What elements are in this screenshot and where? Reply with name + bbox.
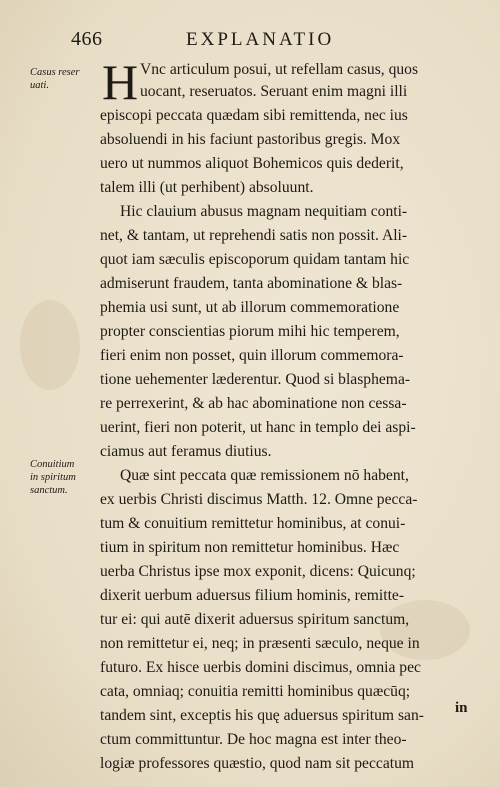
catchword: in xyxy=(455,700,468,716)
text-line: admiserunt fraudem, tanta abominatione & blas- xyxy=(100,275,403,292)
text-line: episcopi peccata quædam sibi remittenda, nec ius xyxy=(100,107,408,124)
text-line: dixerit uerbum aduersus filium hominis, remitte- xyxy=(100,587,405,604)
page-header xyxy=(0,28,500,56)
margin-note-line: in spiritum xyxy=(30,472,76,483)
margin-note-line: Conuitium xyxy=(30,459,75,470)
margin-note-line: Casus reser xyxy=(30,67,80,78)
text-line: quot iam sæculis episcoporum quidam tantam hic xyxy=(100,251,410,268)
text-line: logiæ professores quæstio, quod nam sit peccatum xyxy=(100,755,414,772)
text-line: Hic clauium abusus magnam nequitiam conti- xyxy=(120,203,408,220)
text-line: fieri enim non posset, quin illorum commemora- xyxy=(100,347,404,364)
text-line: ctum committuntur. De hoc magna est inter theo- xyxy=(100,731,407,748)
text-line: uero ut nummos aliquot Bohemicos quis dederit, xyxy=(100,155,404,172)
text-line: phemia usi sunt, ut ab illorum commemoratione xyxy=(100,299,400,316)
text-line: talem illi (ut perhibent) absoluunt. xyxy=(100,179,314,196)
running-head: EXPLANATIO xyxy=(186,29,335,50)
text-line: tium in spiritum non remittetur hominibus. Hæc xyxy=(100,539,400,556)
margin-note-conuitium xyxy=(30,458,100,497)
margin-note-casus xyxy=(30,66,100,92)
text-line: Quæ sint peccata quæ remissionem nō habent, xyxy=(120,467,409,484)
paper-stain xyxy=(20,300,80,390)
margin-note-line: uati. xyxy=(30,80,49,91)
text-line: non remittetur ei, neq; in præsenti sæculo, neque in xyxy=(100,635,420,652)
text-line: Vnc articulum posui, ut refellam casus, quos xyxy=(140,61,419,78)
text-line: tum & conuitium remittetur hominibus, at conui- xyxy=(100,515,406,532)
text-line: net, & tantam, ut reprehendi satis non possit. Ali- xyxy=(100,227,408,244)
text-line: absoluendi in his faciunt pastoribus gregis. Mox xyxy=(100,131,401,148)
text-line: tione uehementer læderentur. Quod si blasphema- xyxy=(100,371,411,388)
text-line: ex uerbis Christi discimus Matth. 12. Omne pecca- xyxy=(100,491,418,508)
text-line: tur ei: qui autē dixerit aduersus spiritum sanctum, xyxy=(100,611,410,628)
text-line: uocant, reseruatos. Seruant enim magni illi xyxy=(140,83,408,100)
text-line: uerba Christus ipse mox exponit, dicens: Quicunq; xyxy=(100,563,416,580)
margin-note-line: sanctum. xyxy=(30,485,68,496)
text-line: cata, omniaq; conuitia remitti hominibus quæcūq; xyxy=(100,683,411,700)
text-line: re perrexerint, & ab hac abominatione non cessa- xyxy=(100,395,407,412)
page-number: 466 xyxy=(71,28,103,50)
text-line: propter conscientias piorum mihi hic temperem, xyxy=(100,323,400,340)
text-line: uerint, fieri non poterit, ut hanc in templo dei aspi- xyxy=(100,419,416,436)
text-line: ciamus aut feramus diutius. xyxy=(100,443,272,460)
text-line: tandem sint, exceptis his quę aduersus spiritum san- xyxy=(100,707,424,724)
drop-capital: H xyxy=(102,54,139,110)
text-line: futuro. Ex hisce uerbis domini discimus, omnia pec xyxy=(100,659,421,676)
